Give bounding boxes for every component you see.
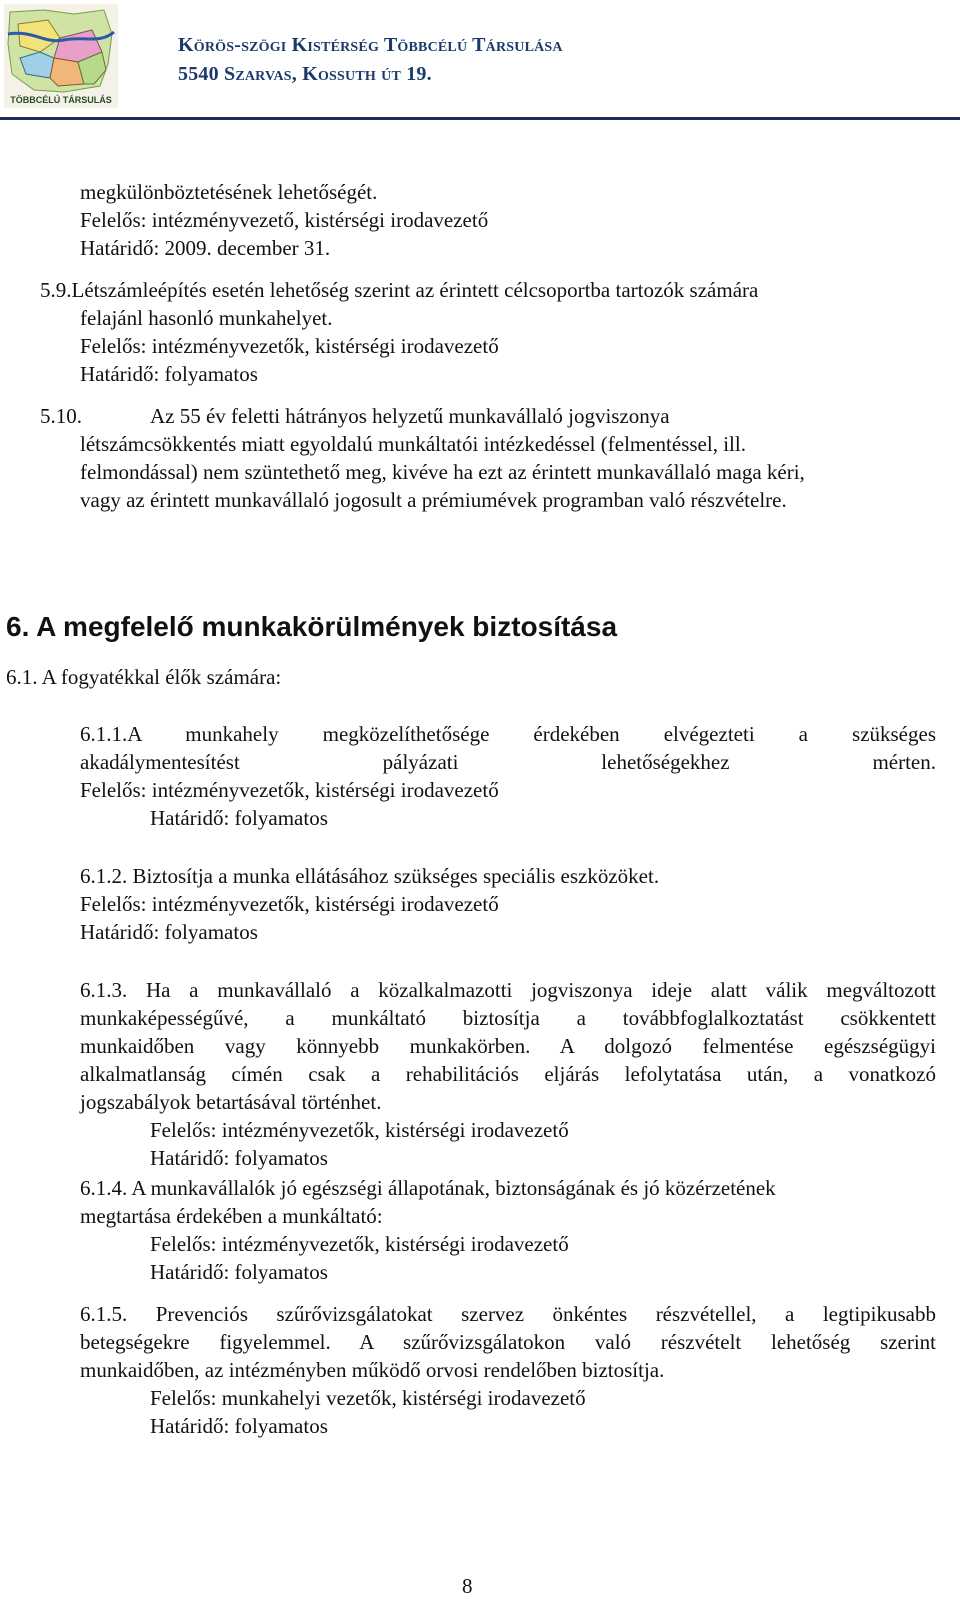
- responsible-line: Felelős: intézményvezető, kistérségi irodavezető: [80, 208, 489, 232]
- responsible-line: Felelős: intézményvezetők, kistérségi irodavezető: [80, 334, 499, 358]
- section-6-1-2-line: 6.1.2. Biztosítja a munka ellátásához szükséges speciális eszközöket.: [80, 864, 660, 888]
- regional-map-icon: [4, 4, 118, 108]
- deadline-line: Határidő: folyamatos: [150, 1146, 328, 1170]
- section-6-1-1-line: 6.1.1.A munkahely megközelíthetősége érdekében elvégezteti a szükséges: [80, 722, 936, 746]
- section-6-1-title: 6.1. A fogyatékkal élők számára:: [6, 665, 282, 689]
- section-5-9-line: felajánl hasonló munkahelyet.: [80, 306, 333, 330]
- section-6-1-4-line: 6.1.4. A munkavállalók jó egészségi állapotának, biztonságának és jó közérzetének: [80, 1176, 776, 1200]
- section-6-1-3-line: munkaidőben vagy könnyebb munkakörben. A dolgozó felmentése egészségügyi: [80, 1034, 936, 1058]
- section-6-1-3-line: jogszabályok betartásával történhet.: [80, 1090, 382, 1114]
- responsible-line: Felelős: intézményvezetők, kistérségi irodavezető: [80, 892, 499, 916]
- deadline-line: Határidő: folyamatos: [80, 362, 258, 386]
- section-6-1-3-line: munkaképességűvé, a munkáltató biztosítja a továbbfoglalkoztatást csökkentett: [80, 1006, 936, 1030]
- logo-caption: TÖBBCÉLÚ TÁRSULÁS: [10, 95, 112, 105]
- responsible-line: Felelős: intézményvezetők, kistérségi irodavezető: [80, 778, 499, 802]
- responsible-line: Felelős: intézményvezetők, kistérségi irodavezető: [150, 1118, 569, 1142]
- organization-name: Körös-szögi Kistérség Többcélú Társulása: [178, 34, 563, 56]
- responsible-line: Felelős: intézményvezetők, kistérségi irodavezető: [150, 1232, 569, 1256]
- deadline-line: Határidő: 2009. december 31.: [80, 236, 331, 260]
- text-line: megkülönböztetésének lehetőségét.: [80, 180, 378, 204]
- section-6-1-5-line: 6.1.5. Prevenciós szűrővizsgálatokat szervez önkéntes részvétellel, a legtipikusabb: [80, 1302, 936, 1326]
- responsible-line: Felelős: munkahelyi vezetők, kistérségi irodavezető: [150, 1386, 586, 1410]
- deadline-line: Határidő: folyamatos: [80, 920, 258, 944]
- section-6-heading: 6. A megfelelő munkakörülmények biztosítása: [6, 611, 618, 642]
- section-5-9-line: 5.9.Létszámleépítés esetén lehetőség szerint az érintett célcsoportba tartozók számára: [40, 278, 759, 302]
- page-number: 8: [462, 1574, 473, 1598]
- section-5-10-line: létszámcsökkentés miatt egyoldalú munkáltatói intézkedéssel (felmentéssel, ill.: [80, 432, 746, 456]
- section-5-10-line: felmondással) nem szüntethető meg, kivéve ha ezt az érintett munkavállaló maga kéri,: [80, 460, 805, 484]
- deadline-line: Határidő: folyamatos: [150, 806, 328, 830]
- section-6-1-1-line: akadálymentesítést pályázati lehetőségekhez mérten.: [80, 750, 936, 774]
- section-6-1-5-line: betegségekre figyelemmel. A szűrővizsgálatokon való részvételt lehetőség szerint: [80, 1330, 936, 1354]
- deadline-line: Határidő: folyamatos: [150, 1414, 328, 1438]
- section-5-10-number: 5.10.: [40, 404, 82, 428]
- section-5-10-line: Az 55 év feletti hátrányos helyzetű munkavállaló jogviszonya: [150, 404, 670, 428]
- section-5-10-line: vagy az érintett munkavállaló jogosult a prémiumévek programban való részvételre.: [80, 488, 787, 512]
- header-divider: [0, 117, 960, 120]
- organization-address: 5540 Szarvas, Kossuth út 19.: [178, 63, 432, 85]
- section-6-1-3-line: 6.1.3. Ha a munkavállaló a közalkalmazotti jogviszonya ideje alatt válik megváltozott: [80, 978, 936, 1002]
- section-6-1-4-line: megtartása érdekében a munkáltató:: [80, 1204, 383, 1228]
- section-6-1-3-line: alkalmatlanság címén csak a rehabilitációs eljárás lefolytatása után, a vonatkozó: [80, 1062, 936, 1086]
- page-header: [0, 0, 960, 124]
- section-6-1-5-line: munkaidőben, az intézményben működő orvosi rendelőben biztosítja.: [80, 1358, 665, 1382]
- deadline-line: Határidő: folyamatos: [150, 1260, 328, 1284]
